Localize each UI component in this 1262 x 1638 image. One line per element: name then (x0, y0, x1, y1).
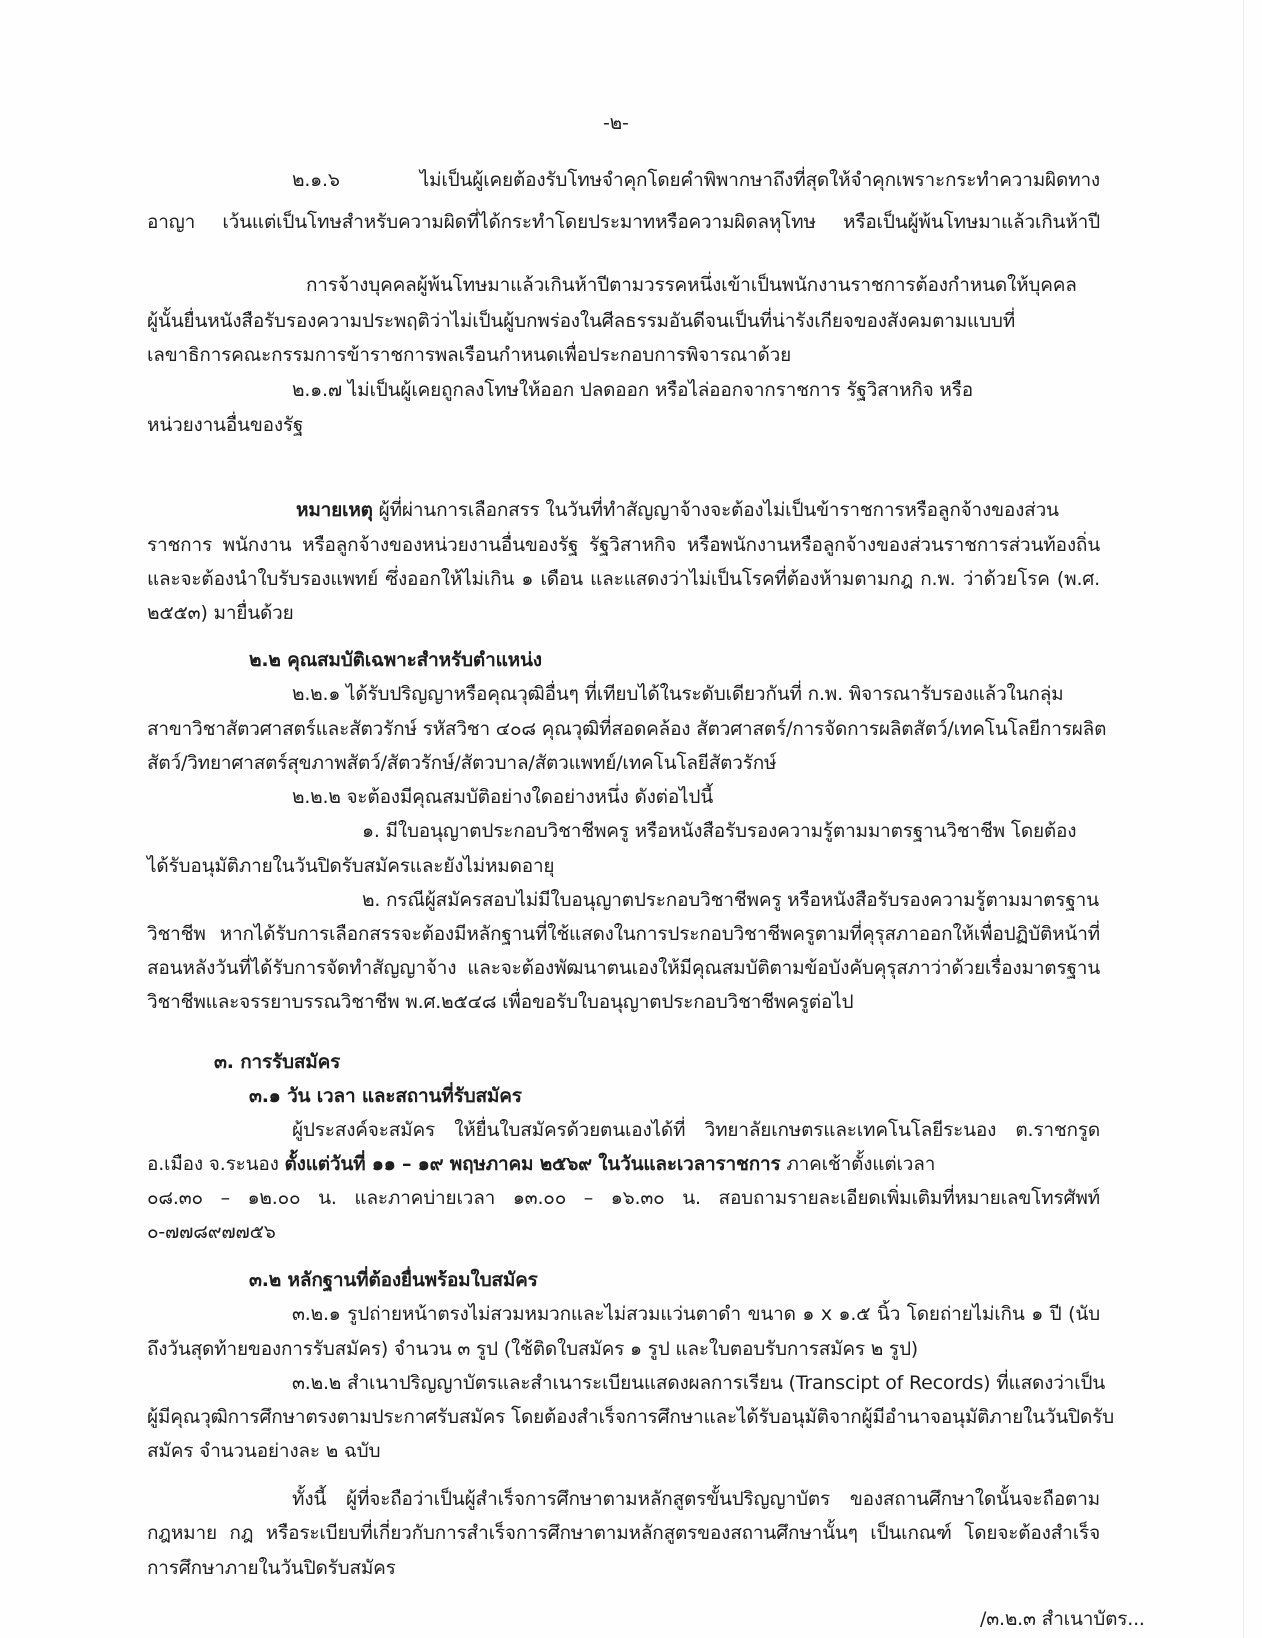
note-line-2: ราชการ พนักงาน หรือลูกจ้างของหน่วยงานอื่นของรัฐ รัฐวิสาหกิจ หรือพนักงานหรือลูกจ้างของส่วนราชการส่วนท้องถิ่น (147, 534, 1100, 556)
section-3-heading: ๓. การรับสมัคร (214, 1051, 341, 1073)
address-text: อ.เมือง จ.ระนอง (147, 1153, 285, 1175)
item-2-2-2-sub1-line-2: ได้รับอนุมัติภายในวันปิดรับสมัครและยังไม่หมดอายุ (147, 855, 555, 877)
application-period: ตั้งแต่วันที่ ๑๑ – ๑๙ พฤษภาคม ๒๕๖๙ ในวันและเวลาราชการ (284, 1153, 781, 1175)
morning-hours-label: ภาคเช้าตั้งแต่เวลา (780, 1153, 936, 1175)
footer-continuation: /๓.๒.๓ สำเนาบัตร... (980, 1608, 1145, 1630)
page-edge (1243, 0, 1244, 1638)
section-3-1-line-3: ๐๘.๓๐ – ๑๒.๐๐ น. และภาคบ่ายเวลา ๑๓.๐๐ – ๑๖.๓๐ น. สอบถามรายละเอียดเพิ่มเติมที่หมายเลขโทรศัพท์ (147, 1187, 1100, 1209)
item-2-2-2-sub2-line-4: วิชาชีพและจรรยาบรรณวิชาชีพ พ.ศ.๒๕๔๘ เพื่อขอรับใบอนุญาตประกอบวิชาชีพครูต่อไป (147, 991, 854, 1013)
item-2-2-1-line-3: สัตว์/วิทยาศาสตร์สุขภาพสัตว์/สัตวรักษ์/สัตวบาล/สัตวแพทย์/เทคโนโลยีสัตวรักษ์ (147, 752, 777, 774)
item-3-2-2-line-2: ผู้มีคุณวุฒิการศึกษาตรงตามประกาศรับสมัคร โดยต้องสำเร็จการศึกษาและได้รับอนุมัติจากผู้มีอำนาจอนุมัติภายในวันปิดรับ (147, 1406, 1115, 1428)
section-3-2-heading: ๓.๒ หลักฐานที่ต้องยื่นพร้อมใบสมัคร (249, 1269, 538, 1291)
item-2-2-2-sub2-line-2: วิชาชีพ หากได้รับการเลือกสรรจะต้องมีหลักฐานที่ใช้แสดงในการประกอบวิชาชีพครูตามที่คุรุสภาออกให้เพื่อปฏิบัติหน้าที่ (147, 923, 1100, 945)
section-3-1-heading: ๓.๑ วัน เวลา และสถานที่รับสมัคร (249, 1085, 522, 1107)
item-2-2-1-line-1: ๒.๒.๑ ได้รับปริญญาหรือคุณวุฒิอื่นๆ ที่เทียบได้ในระดับเดียวกันที่ ก.พ. พิจารณารับรองแล้วในกลุ่ม (292, 683, 1064, 705)
item-2-2-2-sub1-line-1: ๑. มีใบอนุญาตประกอบวิชาชีพครู หรือหนังสือรับรองความรู้ตามมาตรฐานวิชาชีพ โดยต้อง (362, 820, 1077, 842)
note-line-3: และจะต้องนำใบรับรองแพทย์ ซึ่งออกให้ไม่เกิน ๑ เดือน และแสดงว่าไม่เป็นโรคที่ต้องห้ามตามกฎ ก.พ. ว่าด้วยโรค (พ.ศ. (147, 568, 1100, 590)
section-3-1-line-1: ผู้ประสงค์จะสมัคร ให้ยื่นใบสมัครด้วยตนเองได้ที่ วิทยาลัยเกษตรและเทคโนโลยีระนอง ต.ราชกรูด (292, 1119, 1100, 1141)
employment-clause-line-1: การจ้างบุคคลผู้พ้นโทษมาแล้วเกินห้าปีตามวรรคหนึ่งเข้าเป็นพนักงานราชการต้องกำหนดให้บุคคล (306, 274, 1077, 296)
section-2-1-6-line-2: อาญา เว้นแต่เป็นโทษสำหรับความผิดที่ได้กระทำโดยประมาทหรือความผิดลหุโทษ หรือเป็นผู้พ้นโทษมาแล้วเกินห้าปี (147, 211, 1100, 233)
section-2-2-heading: ๒.๒ คุณสมบัติเฉพาะสำหรับตำแหน่ง (249, 649, 542, 671)
note-label: หมายเหตุ (296, 499, 373, 521)
criteria-line-3: การศึกษาภายในวันปิดรับสมัคร (147, 1557, 396, 1579)
item-2-2-1-line-2: สาขาวิชาสัตวศาสตร์และสัตวรักษ์ รหัสวิชา ๔๐๘ คุณวุฒิที่สอดคล้อง สัตวศาสตร์/การจัดการผลิตสัตว์/เทคโนโลยีการผลิต (147, 718, 1107, 740)
section-2-1-6-line-1: ๒.๑.๖ ไม่เป็นผู้เคยต้องรับโทษจำคุกโดยคำพิพากษาถึงที่สุดให้จำคุกเพราะกระทำความผิดทาง (292, 169, 1100, 191)
item-2-2-2-line-1: ๒.๒.๒ จะต้องมีคุณสมบัติอย่างใดอย่างหนึ่ง ดังต่อไปนี้ (292, 786, 714, 808)
section-2-1-7-line-1: ๒.๑.๗ ไม่เป็นผู้เคยถูกลงโทษให้ออก ปลดออก หรือไล่ออกจากราชการ รัฐวิสาหกิจ หรือ (292, 379, 973, 401)
item-2-2-2-sub2-line-3: สอนหลังวันที่ได้รับการจัดทำสัญญาจ้าง และจะต้องพัฒนาตนเองให้มีคุณสมบัติตามข้อบังคับคุรุสภาว่าด้วยเรื่องมาตรฐาน (147, 957, 1100, 979)
section-2-1-7-line-2: หน่วยงานอื่นของรัฐ (147, 414, 304, 436)
note-line-4: ๒๕๕๓) มายื่นด้วย (147, 602, 294, 624)
item-2-2-2-sub2-line-1: ๒. กรณีผู้สมัครสอบไม่มีใบอนุญาตประกอบวิชาชีพครู หรือหนังสือรับรองความรู้ตามมาตรฐาน (362, 889, 1099, 911)
item-3-2-2-line-1: ๓.๒.๒ สำเนาปริญญาบัตรและสำเนาระเบียนแสดงผลการเรียน (Transcipt of Records) ที่แสดงว่าเป็น (292, 1372, 1106, 1394)
employment-clause-line-3: เลขาธิการคณะกรรมการข้าราชการพลเรือนกำหนดเพื่อประกอบการพิจารณาด้วย (147, 344, 792, 366)
section-3-1-line-2 (147, 1151, 935, 1177)
page-number: -๒- (603, 112, 629, 134)
item-3-2-1-line-1: ๓.๒.๑ รูปถ่ายหน้าตรงไม่สวมหมวกและไม่สวมแว่นตาดำ ขนาด ๑ x ๑.๕ นิ้ว โดยถ่ายไม่เกิน ๑ ปี (นับ (292, 1303, 1100, 1325)
criteria-line-2: กฎหมาย กฎ หรือระเบียบที่เกี่ยวกับการสำเร็จการศึกษาตามหลักสูตรของสถานศึกษานั้นๆ เป็นเกณฑ์ โดยจะต้องสำเร็จ (147, 1522, 1100, 1544)
phone-number: ๐-๗๗๘๙๗๗๕๖ (147, 1221, 276, 1243)
employment-clause-line-2: ผู้นั้นยื่นหนังสือรับรองความประพฤติว่าไม่เป็นผู้บกพร่องในศีลธรรมอันดีจนเป็นที่น่ารังเกียจของสังคมตามแบบที่ (147, 310, 1016, 332)
criteria-line-1: ทั้งนี้ ผู้ที่จะถือว่าเป็นผู้สำเร็จการศึกษาตามหลักสูตรขั้นปริญญาบัตร ของสถานศึกษาใดนั้นจะถือตาม (292, 1488, 1100, 1510)
note-text: ผู้ที่ผ่านการเลือกสรร ในวันที่ทำสัญญาจ้างจะต้องไม่เป็นข้าราชการหรือลูกจ้างของส่วน (372, 499, 1059, 521)
note-line-1 (296, 497, 1059, 523)
item-3-2-1-line-2: ถึงวันสุดท้ายของการรับสมัคร) จำนวน ๓ รูป (ใช้ติดใบสมัคร ๑ รูป และใบตอบรับการสมัคร ๒ รูป) (147, 1338, 919, 1360)
item-3-2-2-line-3: สมัคร จำนวนอย่างละ ๒ ฉบับ (147, 1440, 381, 1462)
